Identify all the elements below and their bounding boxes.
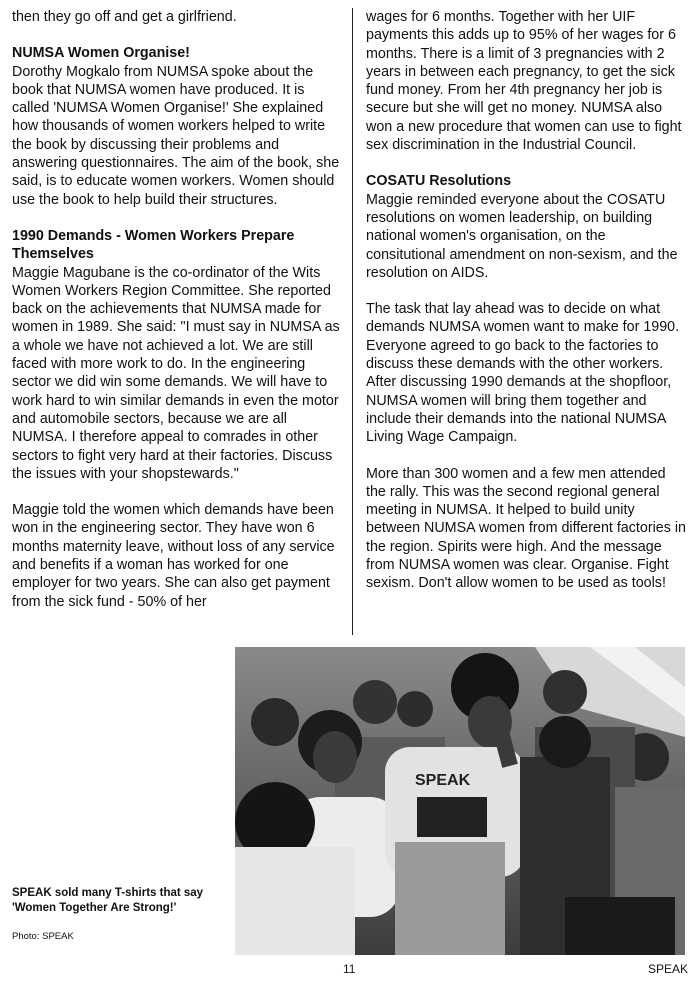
section-heading-1990-demands: 1990 Demands - Women Workers Prepare Themselves (12, 227, 295, 263)
intro-paragraph: then they go off and get a girlfriend. (12, 9, 237, 25)
paragraph-cosatu-resolutions: Maggie reminded everyone about the COSATU resolutions on women leadership, on building national women's organisation, on the consitutional amendment on non-sexism, and the resolution on AIDS. (366, 191, 678, 281)
page-number: 11 (343, 962, 356, 976)
section-heading-numsa-women-organise: NUMSA Women Organise! (12, 45, 190, 62)
publication-name: SPEAK (647, 962, 688, 976)
paragraph-1990-task: The task that lay ahead was to decide on what demands NUMSA women want to make for 1990. Everyone agreed to go back to the factories to discuss these demands with the other workers. After discussing 1990 demands at the shopfloor, NUMSA women will bring them together and include their demands into the national NUMSA Living Wage Campaign. (366, 301, 680, 446)
paragraph-maggie-report: Maggie Magubane is the co-ordinator of the Wits Women Workers Region Committee. She reported back on the achievements that NUMSA made for women in 1989. She said: "I must say in NUMSA as a whole we have not achieved a lot. We are still faced with more work to do. In the engineering sector we did win some demands. We will have to work hard to win similar demands in even the motor and automobile sectors, because we are all NUMSA. I therefore appeal to comrades in other sectors to fight very hard at their factories. Discuss the issues with your shopstewards." (12, 264, 340, 482)
tshirt-text: SPEAK (415, 772, 471, 789)
paragraph-engineering-demands: Maggie told the women which demands have been won in the engineering sector. They have won 6 months maternity leave, without loss of any service and benefits if a woman has worked for one employer for two years. She can also get payment from the sick fund - 50% of her (12, 502, 335, 610)
photo-caption: SPEAK sold many T-shirts that say 'Women Together Are Strong!' (12, 887, 204, 914)
right-column (366, 8, 688, 611)
paragraph-maternity-benefits: wages for 6 months. Together with her UIF payments this adds up to 95% of her wages for 6 months. There is a limit of 3 pregnancies with 2 years in between each pregnancy, to get the sick fund money. From her 4th pregnancy her job is secure but she will get no money. NUMSA also won a new procedure that women can use to fight sex discrimination in the Industrial Council. (366, 9, 682, 154)
photo-credit: Photo: SPEAK (12, 931, 74, 942)
paragraph-rally-summary: More than 300 women and a few men attended the rally. This was the second regional general meeting in NUMSA. It helped to build unity between NUMSA women from different factories in the region. Spirits were high. And the message from NUMSA women was clear. Organise. Fight sexism. Don't allow women to be used as tools! (366, 465, 686, 592)
rally-photo (235, 647, 685, 955)
column-divider (352, 8, 353, 635)
rally-photo-illustration (235, 647, 685, 955)
section-heading-cosatu-resolutions: COSATU Resolutions (366, 173, 512, 190)
paragraph-numsa-book: Dorothy Mogkalo from NUMSA spoke about the book that NUMSA women have produced. It is called 'NUMSA Women Organise!' She explained how thousands of women workers helped to write the book by discussing their problems and answering questionnaires. The aim of the book, she said, is to educate women workers. Women should use the book to help build their structures. (12, 63, 340, 208)
left-column (12, 8, 342, 629)
